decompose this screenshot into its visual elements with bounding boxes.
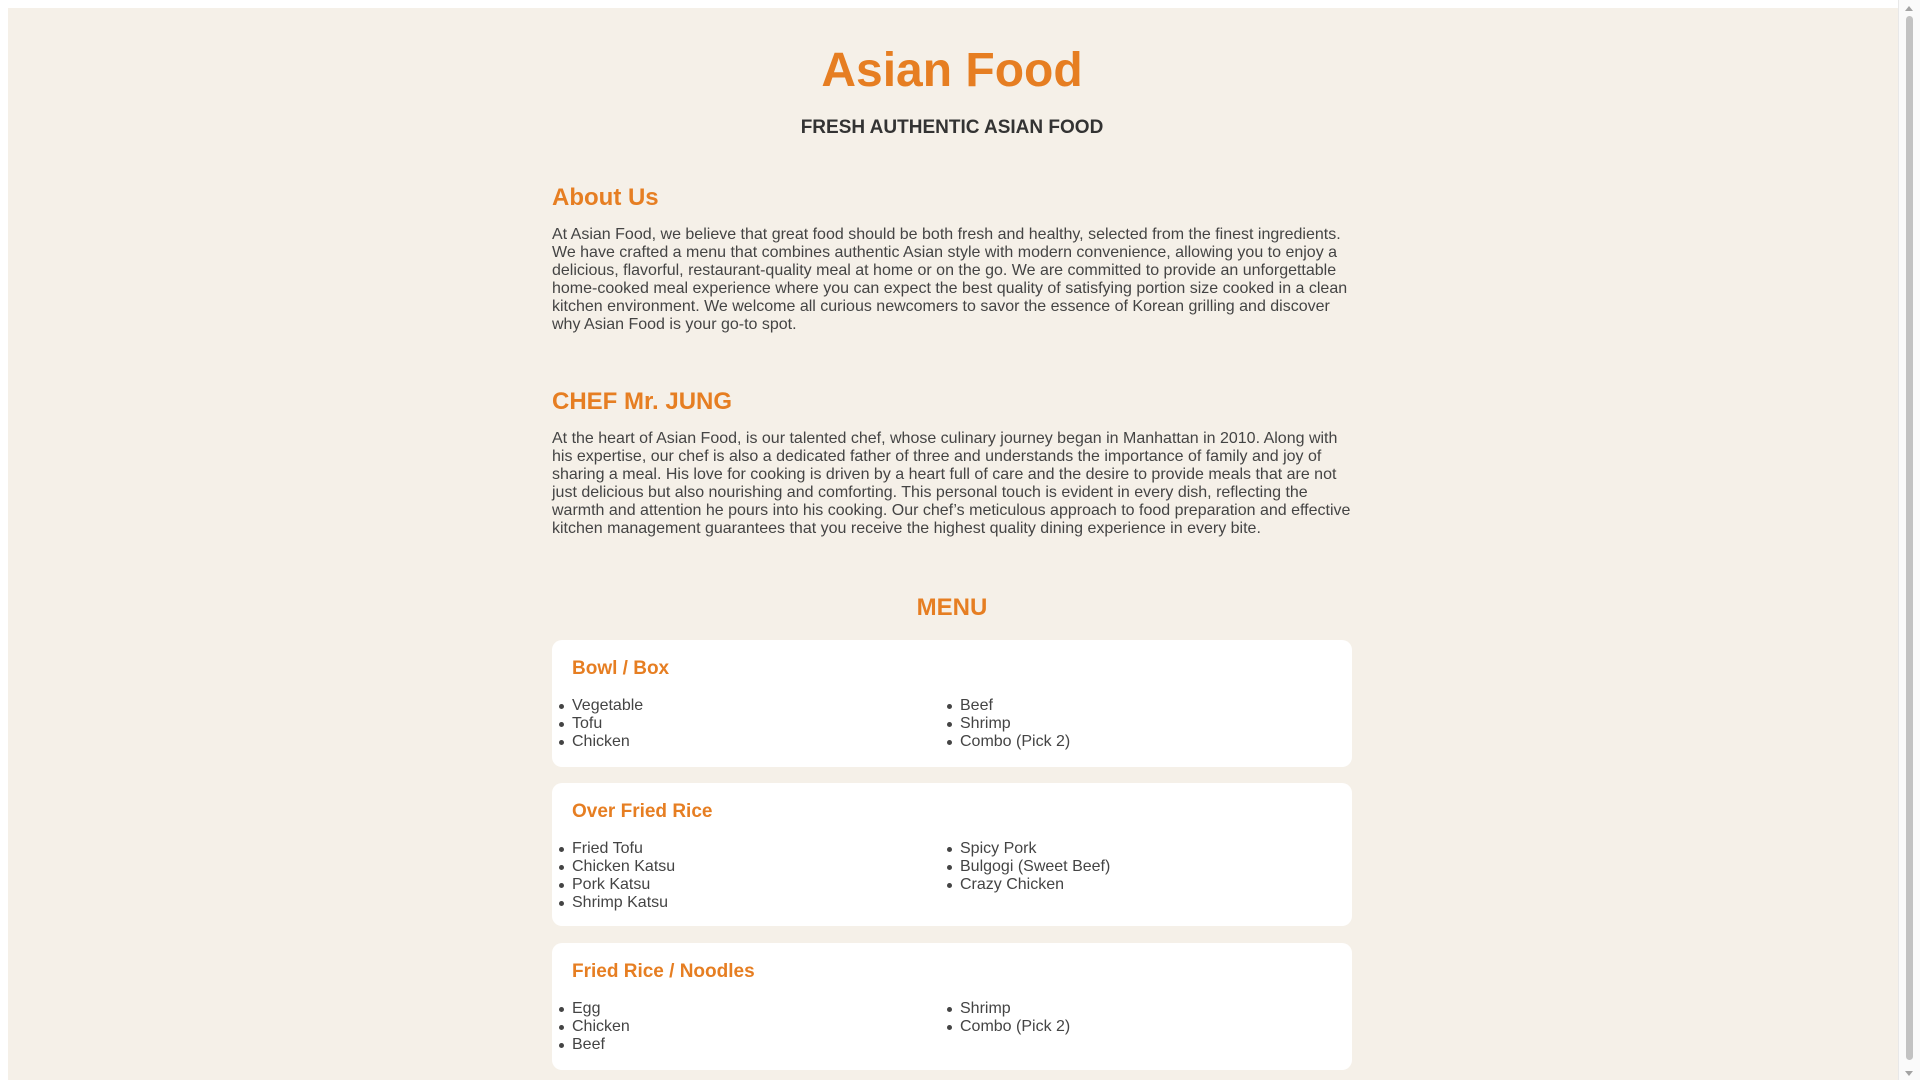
menu-title: MENU [916, 594, 988, 621]
site-header [552, 8, 1352, 140]
menu-item: Chicken [572, 733, 960, 751]
menu-category-title: Bowl / Box [572, 658, 670, 679]
chef-text: At the heart of Asian Food, is our talented chef, whose culinary journey began in Manhattan in 2010. Along with his expertise, our chef is also a dedicated father of three and understands the importance of family and joy of sharing a meal. His love for cooking is driven by a heart full of care and the desire to provide meals that are not just delicious but also nourishing and comforting. This personal touch is evident in every dish, reflecting the warmth and attention he pours into his cooking. Our chef’s meticulous approach to food preparation and effective kitchen management guarantees that you receive the highest quality dining experience in every bite. [552, 430, 1351, 537]
menu-item-list [572, 840, 1332, 912]
scroll-up-arrow-icon[interactable] [1905, 6, 1913, 11]
menu-item: Shrimp [960, 715, 1348, 733]
content-container [552, 8, 1352, 1053]
menu-item: Crazy Chicken [960, 876, 1348, 894]
menu-item: Fried Tofu [572, 840, 960, 858]
menu-item: Spicy Pork [960, 840, 1348, 858]
scroll-down-arrow-icon[interactable] [1905, 1071, 1913, 1076]
chef-heading: CHEF Mr. JUNG [552, 388, 733, 415]
menu-item: Egg [572, 1000, 960, 1018]
about-heading: About Us [552, 184, 659, 211]
site-tagline: FRESH AUTHENTIC ASIAN FOOD [800, 117, 1104, 138]
chef-section [552, 387, 1352, 538]
menu-item: Chicken [572, 1018, 960, 1036]
menu-item-list [572, 697, 1332, 751]
vertical-scrollbar[interactable] [1898, 0, 1920, 1080]
menu-item: Combo (Pick 2) [960, 1018, 1348, 1036]
menu-item-list [572, 1000, 1332, 1054]
about-text: At Asian Food, we believe that great food should be both fresh and healthy, selected from the finest ingredients. We have crafted a menu that combines authentic Asian style with modern convenience, allowing you to enjoy a delicious, flavorful, restaurant-quality meal at home or on the go. We are committed to provide an unforgettable home-cooked meal experience where you can expect the best quality of satisfying portion size cooked in a clean kitchen environment. We welcome all curious newcomers to savor the essence of Korean grilling and discover why Asian Food is your go-to spot. [552, 226, 1348, 333]
menu-item: Vegetable [572, 697, 960, 715]
about-section [552, 183, 1352, 334]
page-viewport [8, 8, 1898, 1080]
menu-item: Chicken Katsu [572, 858, 960, 876]
menu-item: Bulgogi (Sweet Beef) [960, 858, 1348, 876]
menu-item: Pork Katsu [572, 876, 960, 894]
scrollbar-thumb[interactable] [1906, 16, 1913, 1060]
menu-item: Tofu [572, 715, 960, 733]
menu-category-title: Over Fried Rice [572, 801, 713, 822]
menu-item: Beef [960, 697, 1348, 715]
menu-item: Combo (Pick 2) [960, 733, 1348, 751]
menu-card-fried-rice-noodles [552, 943, 1352, 1070]
menu-item: Shrimp [960, 1000, 1348, 1018]
menu-category-title: Fried Rice / Noodles [572, 961, 755, 982]
menu-item: Shrimp Katsu [572, 894, 960, 912]
menu-card-bowl-box [552, 640, 1352, 767]
menu-item: Beef [572, 1036, 960, 1054]
site-title: Asian Food [821, 44, 1083, 97]
menu-card-over-fried-rice [552, 783, 1352, 926]
